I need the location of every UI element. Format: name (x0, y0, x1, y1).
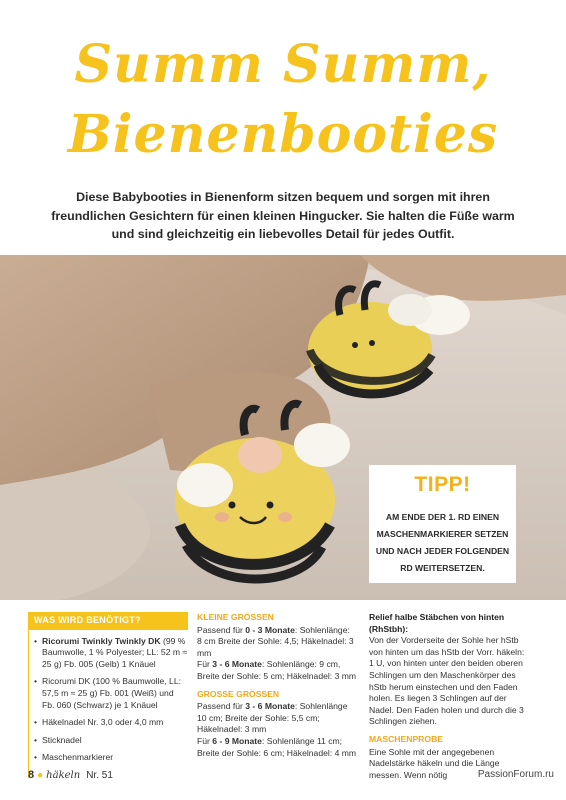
materials-list (28, 630, 188, 778)
tip-text (375, 509, 510, 577)
size-text: Für (197, 659, 213, 670)
page-number: 8 (28, 769, 35, 781)
title-line-1: Summ Summ, (74, 34, 492, 95)
size-range: 3 - 6 Monate (212, 659, 262, 670)
magazine-brand: häkeln (46, 770, 81, 781)
small-sizes-heading: KLEINE GRÖSSEN (197, 612, 274, 622)
material-item-name: Ricorumi Twinkly Twinkly DK (42, 635, 161, 646)
material-item-text: (99 % Baumwolle, 1 % Polyester; LL: 52 m ≈ 25 g) Fb. 005 (Gelb) 1 Knäuel (42, 635, 188, 669)
gauge-text: Eine Sohle mit der angegebenen Nadelstärke häkeln und die Länge messen. Wenn nötig (369, 746, 500, 780)
material-item (34, 636, 188, 671)
material-item-text: Häkelnadel Nr. 3,0 oder 4,0 mm (42, 717, 164, 728)
material-item-text: Sticknadel (42, 734, 82, 745)
size-range: 6 - 9 Monate (212, 735, 262, 746)
material-item (34, 752, 188, 764)
material-item (34, 676, 188, 711)
material-item (34, 735, 188, 747)
size-line (197, 625, 357, 660)
issue-number: Nr. 51 (86, 770, 113, 781)
sizes-column (197, 612, 357, 759)
page-footer (28, 769, 113, 781)
relief-text: Von der Vorderseite der Sohle her hStb von hinten um das hStb der Vorr. häkeln: 1 U, von hinten unter den beiden oberen Schlingen um den Maschenkörper des hStb herum einstechen und den Faden holen. Es liegen 3 Schlingen auf der Nadel. Den Faden holen und durch die 3 Schlingen ziehen. (369, 635, 525, 727)
size-text: : Sohlenlänge: 9 cm, Breite der Sohle: 5 cm; Häkelnadel: 3 mm (197, 659, 357, 681)
material-item-text: Ricorumi DK (100 % Baumwolle, LL: 57,5 m ≈ 25 g) Fb. 001 (Weiß) und Fb. 060 (Schwarz) je 1 Knäuel (42, 676, 181, 710)
material-item-text: Maschenmarkierer (42, 752, 114, 763)
size-text: Passend für (197, 624, 246, 635)
instructions-column (369, 612, 527, 781)
tip-line: MASCHENMARKIERER SETZEN (376, 529, 509, 539)
tip-line: UND NACH JEDER FOLGENDEN (375, 546, 510, 556)
title-line-2: Bienenbooties (67, 104, 499, 165)
material-item (34, 717, 188, 729)
size-text: Passend für (197, 701, 246, 712)
bullet-icon: ● (37, 770, 44, 781)
intro-text: Diese Babybooties in Bienenform sitzen bequem und sorgen mit ihren freundlichen Gesichtern für einen kleinen Hingucker. Sie halten die Füße warm und sind gleichzeitig ein liebevolles Detail für jedes Outfit. (51, 190, 515, 241)
size-range: 0 - 3 Monate (245, 624, 295, 635)
size-text: : Sohlenlänge: 8 cm Breite der Sohle: 4,5; Häkelnadel: 3 mm (197, 624, 354, 658)
large-sizes-heading: GROSSE GRÖSSEN (197, 688, 280, 699)
materials-box (28, 612, 188, 778)
tip-box (369, 465, 516, 583)
tip-line: RD WEITERSETZEN. (400, 563, 485, 573)
relief-heading: Relief halbe Stäbchen von hinten (RhStbh): (369, 612, 505, 634)
materials-heading: WAS WIRD BENÖTIGT? (28, 612, 188, 630)
size-line (197, 736, 357, 759)
size-line (197, 659, 357, 682)
size-text: : Sohlenlänge 10 cm; Breite der Sohle: 5,5 cm; Häkelnadel: 3 mm (197, 701, 348, 735)
tip-title: TIPP! (414, 473, 471, 496)
size-text: : Sohlenlänge 11 cm; Breite der Sohle: 6 cm; Häkelnadel: 4 mm (197, 735, 357, 758)
gauge-heading: MASCHENPROBE (369, 733, 444, 744)
size-line (197, 701, 357, 736)
size-text: Für (197, 735, 213, 746)
watermark: PassionForum.ru (477, 769, 554, 780)
size-range: 3 - 6 Monate (245, 701, 295, 712)
tip-line: AM ENDE DER 1. RD EINEN (385, 512, 500, 522)
